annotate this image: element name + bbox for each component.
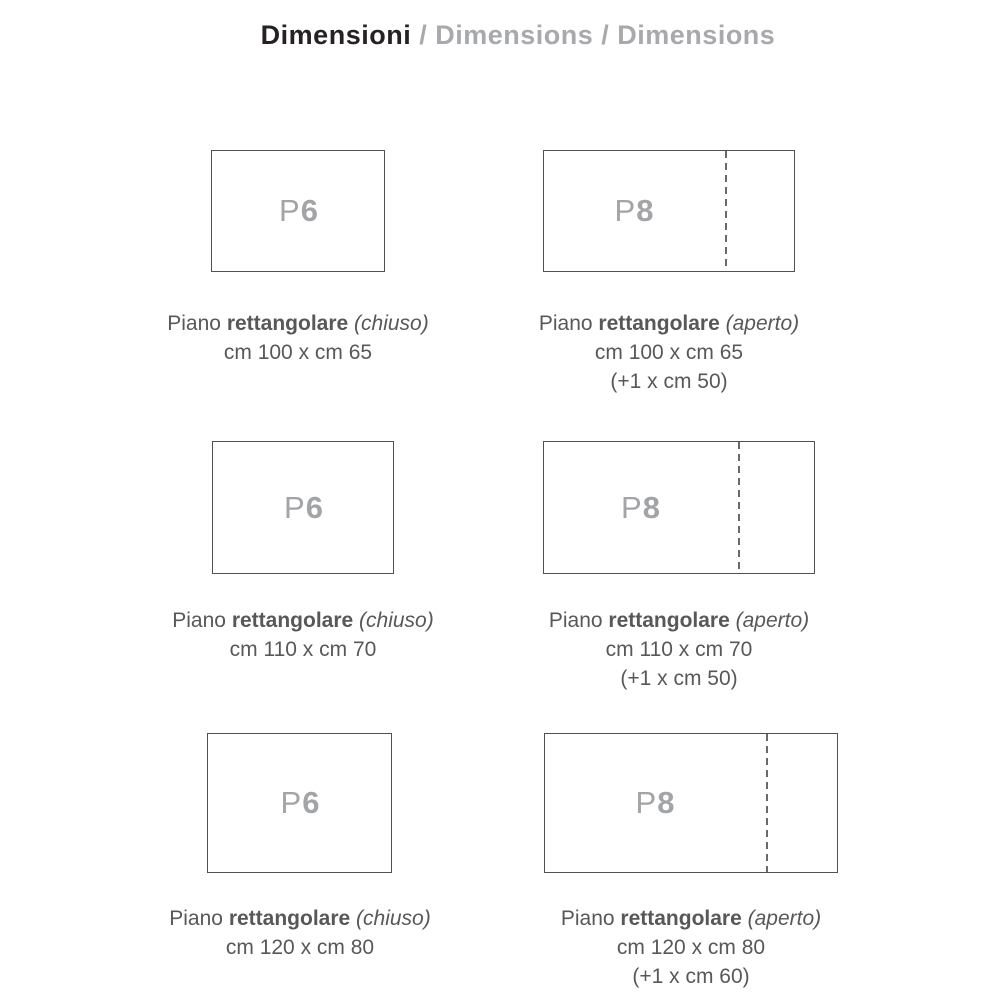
model-label [208,734,393,872]
title-english: Dimensions [435,20,594,50]
caption-bold: rettangolare [598,312,720,335]
caption-bold: rettangolare [226,312,349,335]
caption-line-title [120,904,480,933]
caption-regular: Piano [172,609,226,632]
caption-extension: (+1 x cm 50) [620,667,738,690]
caption-state: (chiuso) [359,609,434,632]
diagram-caption [118,309,478,367]
model-prefix: P [280,785,303,820]
model-digit: 8 [657,785,676,820]
model-prefix: P [614,193,637,228]
model-digit: 6 [302,785,321,820]
diagram-caption [489,309,849,396]
model-digit: 8 [636,193,655,228]
model-label [544,442,738,573]
model-prefix: P [621,489,643,525]
diagram-caption [511,904,871,991]
caption-line-title [511,904,871,933]
diagram-caption [120,904,480,962]
caption-bold: rettangolare [228,907,351,930]
caption-line-title [489,309,849,338]
caption-regular: Piano [560,907,615,930]
table-diagram-open-p8-120 [544,733,838,873]
table-diagram-closed-p6-100 [211,150,385,272]
model-digit: 8 [642,489,661,525]
extension-fold-line [766,734,768,872]
caption-state: (aperto) [735,609,810,632]
title-separator: / [419,20,428,50]
caption-extension: (+1 x cm 50) [610,370,728,393]
title-french: Dimensions [617,20,776,50]
table-diagram-closed-p6-120 [207,733,392,873]
caption-regular: Piano [169,907,223,930]
caption-regular: Piano [548,609,603,632]
title-separator: / [601,20,610,50]
model-label [545,734,766,872]
caption-dimensions: cm 110 x cm 70 [605,638,753,661]
model-label [213,442,395,573]
page-title [18,20,1000,51]
model-label [212,151,386,271]
caption-bold: rettangolare [231,609,354,632]
caption-regular: Piano [167,312,221,335]
caption-extension: (+1 x cm 60) [632,965,750,988]
table-diagram-open-p8-110 [543,441,815,574]
caption-dimensions: cm 100 x cm 65 [594,341,744,364]
diagram-caption [123,606,483,664]
caption-regular: Piano [538,312,593,335]
caption-state: (chiuso) [356,907,431,930]
model-digit: 6 [300,193,319,228]
diagram-caption [499,606,859,693]
extension-fold-line [738,442,740,573]
caption-dimensions: cm 100 x cm 65 [223,341,373,364]
model-label [544,151,725,271]
extension-fold-line [725,151,727,271]
caption-bold: rettangolare [608,609,730,632]
caption-dimensions: cm 110 x cm 70 [229,638,377,661]
model-prefix: P [284,489,306,525]
caption-dimensions: cm 120 x cm 80 [225,936,375,959]
model-digit: 6 [305,489,324,525]
table-diagram-open-p8-100 [543,150,795,272]
caption-line-title [499,606,859,635]
model-prefix: P [635,785,658,820]
table-diagram-closed-p6-110 [212,441,394,574]
caption-state: (chiuso) [354,312,429,335]
caption-dimensions: cm 120 x cm 80 [616,936,766,959]
caption-state: (aperto) [725,312,800,335]
caption-bold: rettangolare [620,907,742,930]
caption-state: (aperto) [747,907,822,930]
caption-line-title [123,606,483,635]
title-italian: Dimensioni [260,20,412,50]
caption-line-title [118,309,478,338]
model-prefix: P [279,193,301,228]
